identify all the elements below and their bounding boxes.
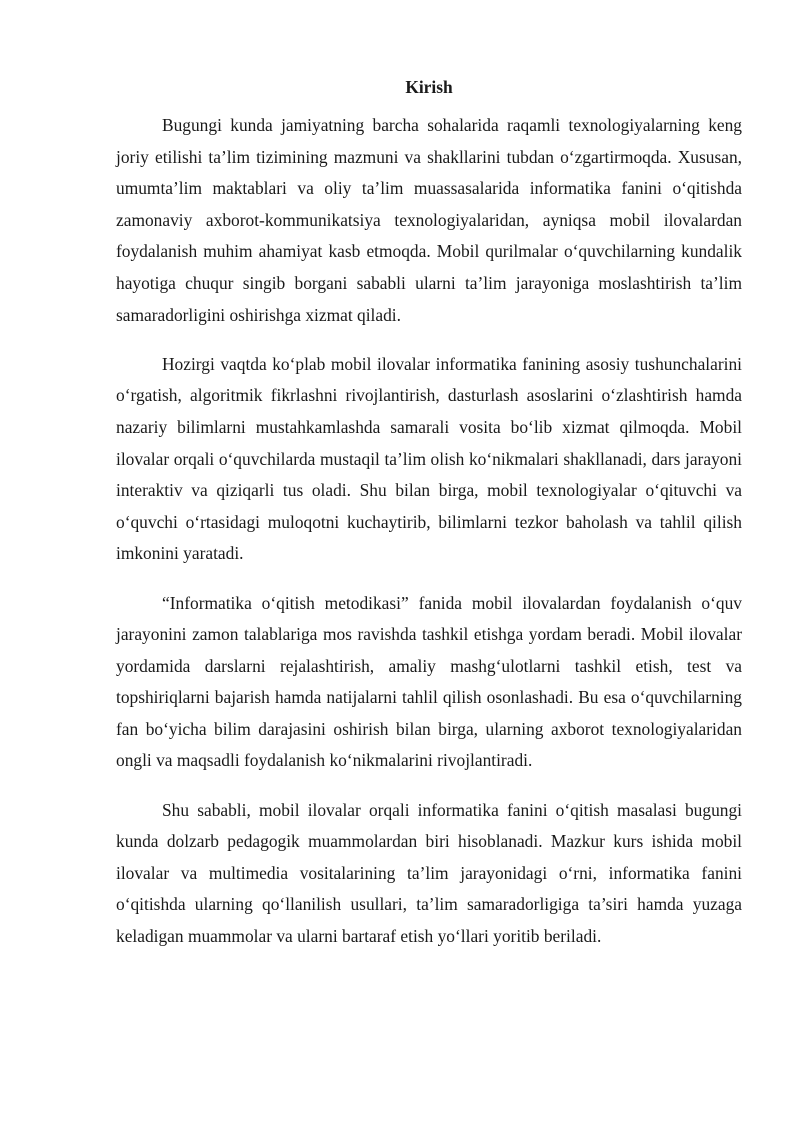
paragraph-2: Hozirgi vaqtda ko‘plab mobil ilovalar informatika fanining asosiy tushunchalarini o‘rgatish, algoritmik fikrlashni rivojlantirish, dasturlash asoslarini o‘zlashtirish hamda nazariy bilimlarni mustahkamlashda samarali vosita bo‘lib xizmat qilmoqda. Mobil ilovalar orqali o‘quvchilarda mustaqil ta’lim olish ko‘nikmalari shakllanadi, dars jarayoni interaktiv va qiziqarli tus oladi. Shu bilan birga, mobil texnologiyalar o‘qituvchi va o‘quvchi o‘rtasidagi muloqotni kuchaytirib, bilimlarni tezkor baholash va tahlil qilish imkonini yaratadi.	[116, 353, 742, 564]
document-body	[116, 72, 742, 970]
paragraph-4: Shu sababli, mobil ilovalar orqali informatika fanini o‘qitish masalasi bugungi kunda dolzarb pedagogik muammolardan biri hisoblanadi. Mazkur kurs ishida mobil ilovalar va multimedia vositalarining ta’lim jarayonidagi o‘rni, informatika fanini o‘qitishda ularning qo‘llanilish usullari, ta’lim samaradorligiga ta’siri hamda yuzaga keladigan muammolar va ularni bartaraf etish yo‘llari yoritib beriladi.	[116, 799, 742, 947]
section-title: Kirish	[405, 77, 453, 97]
paragraph-3: “Informatika o‘qitish metodikasi” fanida mobil ilovalardan foydalanish o‘quv jarayonini zamon talablariga mos ravishda tashkil etishga yordam beradi. Mobil ilovalar yordamida darslarni rejalashtirish, amaliy mashg‘ulotlarni tashkil etish, test va topshiriqlarni bajarish hamda natijalarni tahlil qilish osonlashadi. Bu esa o‘quvchilarning fan bo‘yicha bilim darajasini oshirish bilan birga, ularning axborot texnologiyalaridan ongli va maqsadli foydalanish ko‘nikmalarini rivojlantiradi.	[116, 592, 742, 771]
paragraph-1: Bugungi kunda jamiyatning barcha sohalarida raqamli texnologiyalarning keng joriy etilishi ta’lim tizimining mazmuni va shakllarini tubdan o‘zgartirmoqda. Xususan, umumta’lim maktablari va oliy ta’lim muassasalarida informatika fanini o‘qitishda zamonaviy axborot-kommunikatsiya texnologiyalaridan, ayniqsa mobil ilovalardan foydalanish muhim ahamiyat kasb etmoqda. Mobil qurilmalar o‘quvchilarning kundalik hayotiga chuqur singib borgani sababli ularni ta’lim jarayoniga moslashtirish ta’lim samaradorligini oshirishga xizmat qiladi.	[116, 115, 742, 325]
